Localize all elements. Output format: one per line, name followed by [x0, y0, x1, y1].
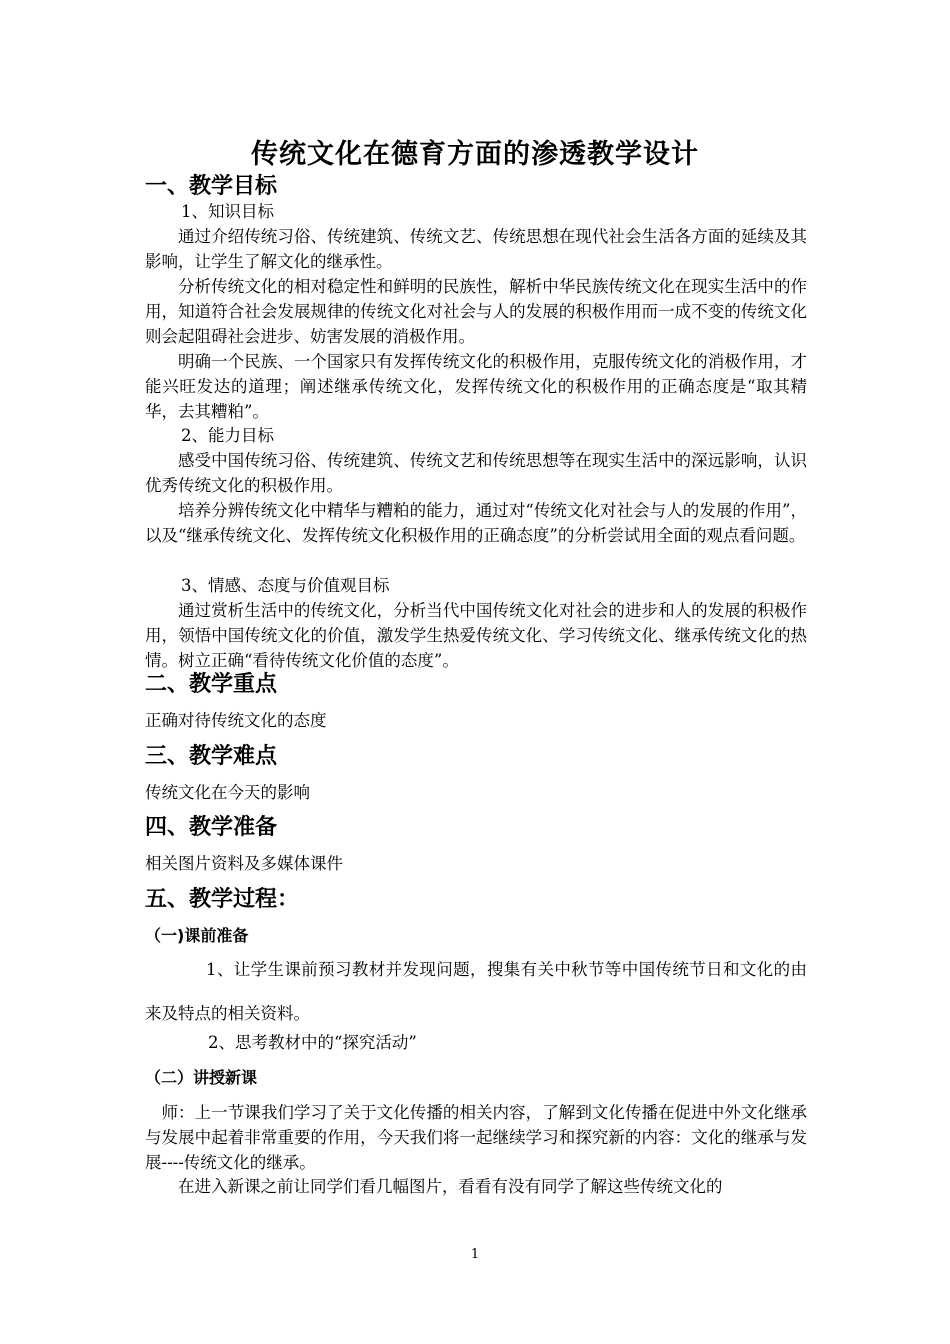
new-lesson-paragraph-2: 在进入新课之前让同学们看几幅图片，看看有没有同学了解这些传统文化的 — [178, 1177, 723, 1196]
ability-objective-label: 2、能力目标 — [181, 426, 274, 445]
section-heading-key-points: 二、教学重点 — [145, 672, 278, 697]
section-heading-objectives: 一、教学目标 — [145, 174, 278, 199]
ability-paragraph-2: 培养分辨传统文化中精华与糟粕的能力，通过对“传统文化对社会与人的发展的作用”，以及“继承传统文化、发挥传统文化积极作用的正确态度”的分析尝试用全面的观点看问题。 — [145, 501, 807, 545]
section-heading-process: 五、教学过程： — [145, 887, 300, 912]
key-points-text: 正确对待传统文化的态度 — [145, 711, 327, 730]
knowledge-paragraph-2: 分析传统文化的相对稳定性和鲜明的民族性，解析中华民族传统文化在现实生活中的作用，知道符合社会发展规律的传统文化对社会与人的发展的积极作用而一成不变的传统文化则会起阻碍社会进步、妨害发展的消极作用。 — [145, 277, 807, 346]
pre-class-item-1: 1、让学生课前预习教材并发现问题，搜集有关中秋节等中国传统节日和文化的由来及特点的相关资料。 — [145, 960, 807, 1023]
ability-paragraph-1: 感受中国传统习俗、传统建筑、传统文艺和传统思想等在现实生活中的深远影响，认识优秀传统文化的积极作用。 — [145, 451, 807, 495]
difficulties-text: 传统文化在今天的影响 — [145, 783, 310, 802]
emotion-objective-label: 3、情感、态度与价值观目标 — [181, 576, 390, 595]
knowledge-objective-label: 1、知识目标 — [181, 202, 274, 221]
subsection-heading-new-lesson: （二）讲授新课 — [145, 1068, 258, 1087]
section-heading-difficulties: 三、教学难点 — [145, 744, 278, 769]
knowledge-paragraph-3: 明确一个民族、一个国家只有发挥传统文化的积极作用，克服传统文化的消极作用，才能兴旺发达的道理；阐述继承传统文化，发挥传统文化的积极作用的正确态度是“取其精华，去其糟粕”。 — [145, 352, 807, 421]
document-title: 传统文化在德育方面的渗透教学设计 — [251, 139, 699, 170]
knowledge-paragraph-1: 通过介绍传统习俗、传统建筑、传统文艺、传统思想在现代社会生活各方面的延续及其影响，让学生了解文化的继承性。 — [145, 227, 807, 271]
subsection-heading-pre-class: （一)课前准备 — [145, 926, 249, 945]
preparation-text: 相关图片资料及多媒体课件 — [145, 854, 343, 873]
section-heading-preparation: 四、教学准备 — [145, 815, 278, 840]
emotion-paragraph-1: 通过赏析生活中的传统文化，分析当代中国传统文化对社会的进步和人的发展的积极作用，领悟中国传统文化的价值，激发学生热爱传统文化、学习传统文化、继承传统文化的热情。树立正确“看待传统文化价值的态度”。 — [145, 601, 807, 670]
pre-class-item-2: 2、思考教材中的“探究活动” — [208, 1033, 417, 1052]
new-lesson-paragraph-1: 师：上一节课我们学习了关于文化传播的相关内容，了解到文化传播在促进中外文化继承与发展中起着非常重要的作用，今天我们将一起继续学习和探究新的内容：文化的继承与发展----传统文化的继承。 — [145, 1103, 807, 1172]
page-number: 1 — [470, 1247, 480, 1262]
